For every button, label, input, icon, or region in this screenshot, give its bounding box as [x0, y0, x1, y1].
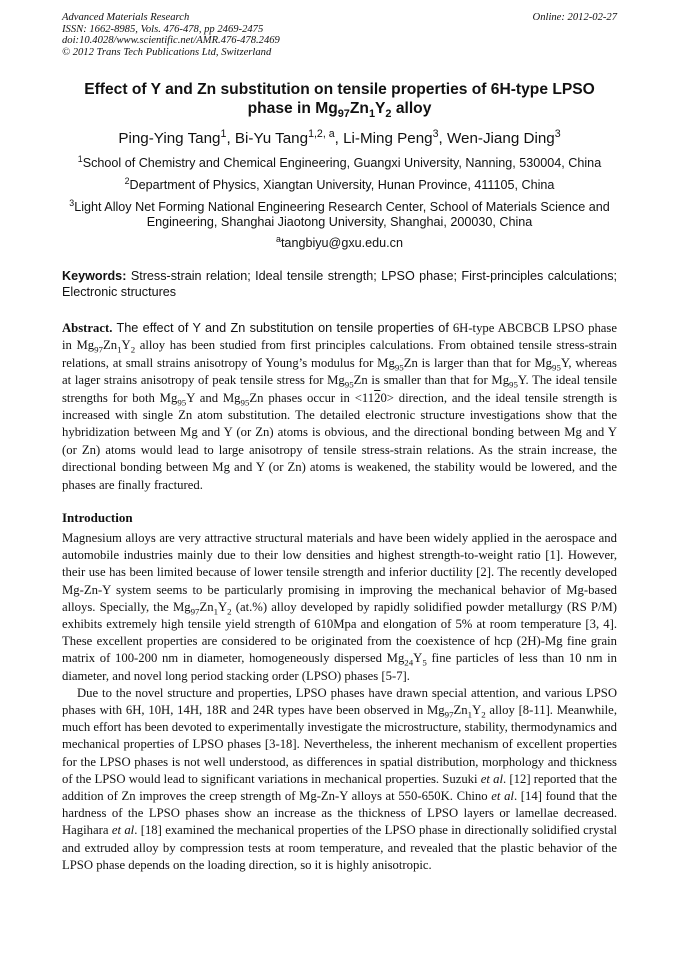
keywords-label: Keywords: — [62, 269, 127, 283]
introduction-text — [62, 530, 617, 874]
abstract-label: Abstract. — [62, 321, 113, 335]
copyright-line: © 2012 Trans Tech Publications Ltd, Switzerland — [62, 46, 272, 58]
paper-title — [62, 80, 617, 121]
issn-line: ISSN: 1662-8985, Vols. 476-478, pp 2469-2475 — [62, 23, 264, 35]
journal-name: Advanced Materials Research — [62, 12, 190, 23]
author-name: , Bi-Yu Tang — [226, 130, 309, 147]
affiliation-1: $^1$School of Chemistry and Chemical Engineering, Guangxi University, Nanning, 530004, China — [77, 153, 602, 170]
author-name: Ping-Ying Tang — [118, 130, 221, 147]
author-name: , Li-Ming Peng — [334, 130, 433, 147]
author-list: Ping-Ying Tang$^1$, Bi-Yu Tang$^{1,2, a}$, Li-Ming Peng$^3$, Wen-Jiang Ding$^3$ — [118, 127, 561, 147]
author-email: $^a$tangbiyu@gxu.edu.cn — [276, 233, 403, 250]
title-line-2: phase in $Mg_{97}Zn_1Y_2$ alloy — [247, 100, 432, 121]
affiliation-3: $^3$Light Alloy Net Forming National Engineering Research Center, School of Materials Science and Engineering, Shanghai Jiaotong University, Shanghai, 200030, China — [69, 197, 610, 229]
online-date: Online: 2012-02-27 — [532, 12, 617, 23]
section-heading: Introduction — [62, 510, 133, 525]
abstract: Abstract. The effect of Y and Zn substitution on tensile properties of 6H-type ABCBCB LPSO phase in $Mg_{97}Zn_1Y_2$ alloy has been studied from first principles calculations. From obtained tensile stress-strain relations, at small strains anisotropy of Young’s modulus for $Mg_{95}Zn$ is larger than that for $Mg_{95}Y$, whereas at lager strains anisotropy of peak tensile stress for $Mg_{95}Zn$ is smaller than that for $Mg_{95}Y$. The ideal tensile strengths for both $Mg_{95}Y$ and $Mg_{95}Zn$ phases occur in <1120> direction, and the ideal tensile strength is increased with single Zn atom substitution. The detailed electronic structure investigations show that the hybridization between Mg and Y (or Zn) atoms is obvious, and the directional bonding between Mg and Y (or Zn) atoms would lead to large anisotropy of tensile stress-strain relations. As the strain increase, the directional bonding between Mg and Y (or Zn) atoms is weakened, the stability would be lowered, and the phases are finally fractured. — [62, 321, 618, 492]
author-name: , Wen-Jiang Ding — [438, 130, 555, 147]
doi-line: doi:10.4028/www.scientific.net/AMR.476-478.2469 — [62, 35, 280, 47]
paragraph: Due to the novel structure and properties, LPSO phases have drawn special attention, and various LPSO phases with 6H, 10H, 14H, 18R and 24R types have been observed in $Mg_{97}Zn_1Y_2$ alloy [8-11]. Meanwhile, much effort has been devoted to experimentally investigate the microstructure, stability, thermodynamics and mechanical properties of LPSO phases [3-18]. Nevertheless, the inherent mechanism of excellent properties for the LPSO phases is not well understood, as differences in spatial distribution, morphology and thickness of the LPSO would lead to significant variations in mechanical properties. Suzuki et al. [12] reported that the addition of Zn improves the creep strength of Mg-Zn-Y alloys at 550-650K. Chino et al. [14] found that the hardness of the LPSO phases show an increase as the thickness of LPSO layers or lamellae decreased. Hagihara et al. [18] examined the mechanical properties of the LPSO phase in directionally solidified crystal and extruded alloy by compression tests at room temperature, and revealed that the plastic behavior of the LPSO phase depends on the loading direction, so it is highly anisotropic. — [62, 685, 618, 872]
title-line-1: Effect of Y and Zn substitution on tensile properties of 6H-type LPSO — [84, 81, 595, 98]
paragraph: Magnesium alloys are very attractive structural materials and have been widely applied in the aerospace and automobile industries mainly due to their low densities and highest strength-to-weight ratio [1]. However, their use has been limited because of lower tensile strength and inferior ductility [2]. The recently developed Mg-Zn-Y system seems to be particularly promising in improving the mechanical behavior of Mg-based alloys. Specially, the $Mg_{97}Zn_1Y_2$ (at.%) alloy developed by rapidly solidified powder metallurgy (RS P/M) exhibits extremely high tensile yield strength of 610Mpa and elongation of 5% at room temperature [3, 4]. These excellent properties are considered to be originated from the coexistence of hcp (2H)-Mg fine grain matrix of 100-200 nm in diameter, homogeneously dispersed $Mg_{24}Y_5$ fine particles of less than 10 nm in diameter, and novel long period stacking order (LPSO) phases [5-7]. — [62, 531, 617, 683]
keywords — [62, 268, 617, 300]
affiliation-2: $^2$Department of Physics, Xiangtan University, Hunan Province, 411105, China — [124, 175, 555, 192]
keywords-text: Stress-strain relation; Ideal tensile strength; LPSO phase; First-principles calculations; Electronic structures — [62, 269, 617, 299]
page-header — [62, 12, 617, 58]
